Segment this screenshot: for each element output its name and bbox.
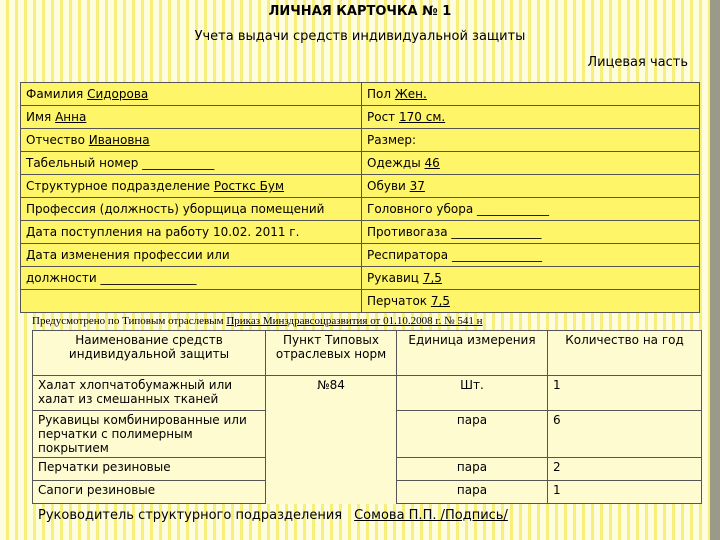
item-name: Халат хлопчатобумажный или халат из смешанных тканей — [33, 376, 266, 411]
ppe-issue-table — [32, 330, 702, 504]
headwear-cell: Головного убора ____________ — [362, 198, 700, 221]
tab-number-cell: Табельный номер ____________ — [21, 152, 362, 175]
size-cell: Размер: — [362, 129, 700, 152]
card-title: ЛИЧНАЯ КАРТОЧКА № 1 — [268, 4, 452, 19]
table-row — [21, 83, 700, 106]
table-row — [33, 376, 702, 411]
gasmask-cell: Противогаза _______________ — [362, 221, 700, 244]
height-cell: Рост 170 см. — [362, 106, 700, 129]
item-qty: 1 — [548, 481, 702, 504]
table-row — [21, 290, 700, 313]
item-qty: 2 — [548, 458, 702, 481]
law-reference: Приказ Минздравсоцразвития от 01.10.2008 г. № 541 н — [226, 315, 483, 327]
clothes-cell: Одежды 46 — [362, 152, 700, 175]
name-cell: Имя Анна — [21, 106, 362, 129]
department-value: Росткс Бум — [213, 179, 285, 193]
table-row — [21, 244, 700, 267]
right-edge-strip — [710, 0, 720, 540]
signature-line — [38, 508, 508, 523]
item-qty: 1 — [548, 376, 702, 411]
signature-name: Сомова П.П. /Подпись/ — [354, 508, 508, 523]
change-date-cell: Дата изменения профессии или — [21, 244, 362, 267]
col-header-unit: Единица измерения — [397, 331, 548, 376]
table-row — [21, 129, 700, 152]
card-subtitle: Учета выдачи средств индивидуальной защиты — [194, 29, 526, 44]
clothes-value: 46 — [424, 156, 440, 170]
patronymic-value: Ивановна — [88, 133, 150, 147]
respirator-cell: Респиратора _______________ — [362, 244, 700, 267]
item-unit: пара — [397, 481, 548, 504]
table-row — [21, 198, 700, 221]
gloves-cell: Перчаток 7,5 — [362, 290, 700, 313]
position-cell: должности ________________ — [21, 267, 362, 290]
table-row — [21, 106, 700, 129]
empty-cell — [21, 290, 362, 313]
signature-label: Руководитель структурного подразделения — [38, 508, 343, 523]
department-cell: Структурное подразделение Росткс Бум — [21, 175, 362, 198]
gloves-value: 7,5 — [430, 294, 450, 308]
col-header-name: Наименование средств индивидуальной защиты — [33, 331, 266, 376]
mittens-cell: Рукавиц 7,5 — [362, 267, 700, 290]
item-unit: пара — [397, 458, 548, 481]
patronymic-cell: Отчество Ивановна — [21, 129, 362, 152]
shoes-value: 37 — [409, 179, 425, 193]
surname-cell: Фамилия Сидорова — [21, 83, 362, 106]
surname-value: Сидорова — [87, 87, 149, 101]
face-side-label: Лицевая часть — [587, 55, 688, 70]
item-unit: пара — [397, 411, 548, 458]
profession-cell: Профессия (должность) уборщица помещений — [21, 198, 362, 221]
item-qty: 6 — [548, 411, 702, 458]
col-header-norm: Пункт Типовых отраслевых норм — [266, 331, 397, 376]
law-note: Предусмотрено по Типовым отраслевым Приказ Минздравсоцразвития от 01.10.2008 г. № 541 н — [32, 315, 483, 327]
hire-date-cell: Дата поступления на работу 10.02. 2011 г. — [21, 221, 362, 244]
table-row — [21, 267, 700, 290]
gender-cell: Пол Жен. — [362, 83, 700, 106]
table-row — [21, 175, 700, 198]
table-row — [21, 152, 700, 175]
name-value: Анна — [55, 110, 87, 124]
personal-info-table — [20, 82, 700, 313]
table-header-row — [33, 331, 702, 376]
height-value: 170 см. — [399, 110, 446, 124]
item-name: Сапоги резиновые — [33, 481, 266, 504]
col-header-qty: Количество на год — [548, 331, 702, 376]
item-unit: Шт. — [397, 376, 548, 411]
gender-value: Жен. — [394, 87, 427, 101]
shoes-cell: Обуви 37 — [362, 175, 700, 198]
table-row — [21, 221, 700, 244]
item-name: Рукавицы комбинированные или перчатки с полимерным покрытием — [33, 411, 266, 458]
mittens-value: 7,5 — [422, 271, 442, 285]
item-name: Перчатки резиновые — [33, 458, 266, 481]
norm-point: №84 — [266, 376, 397, 504]
